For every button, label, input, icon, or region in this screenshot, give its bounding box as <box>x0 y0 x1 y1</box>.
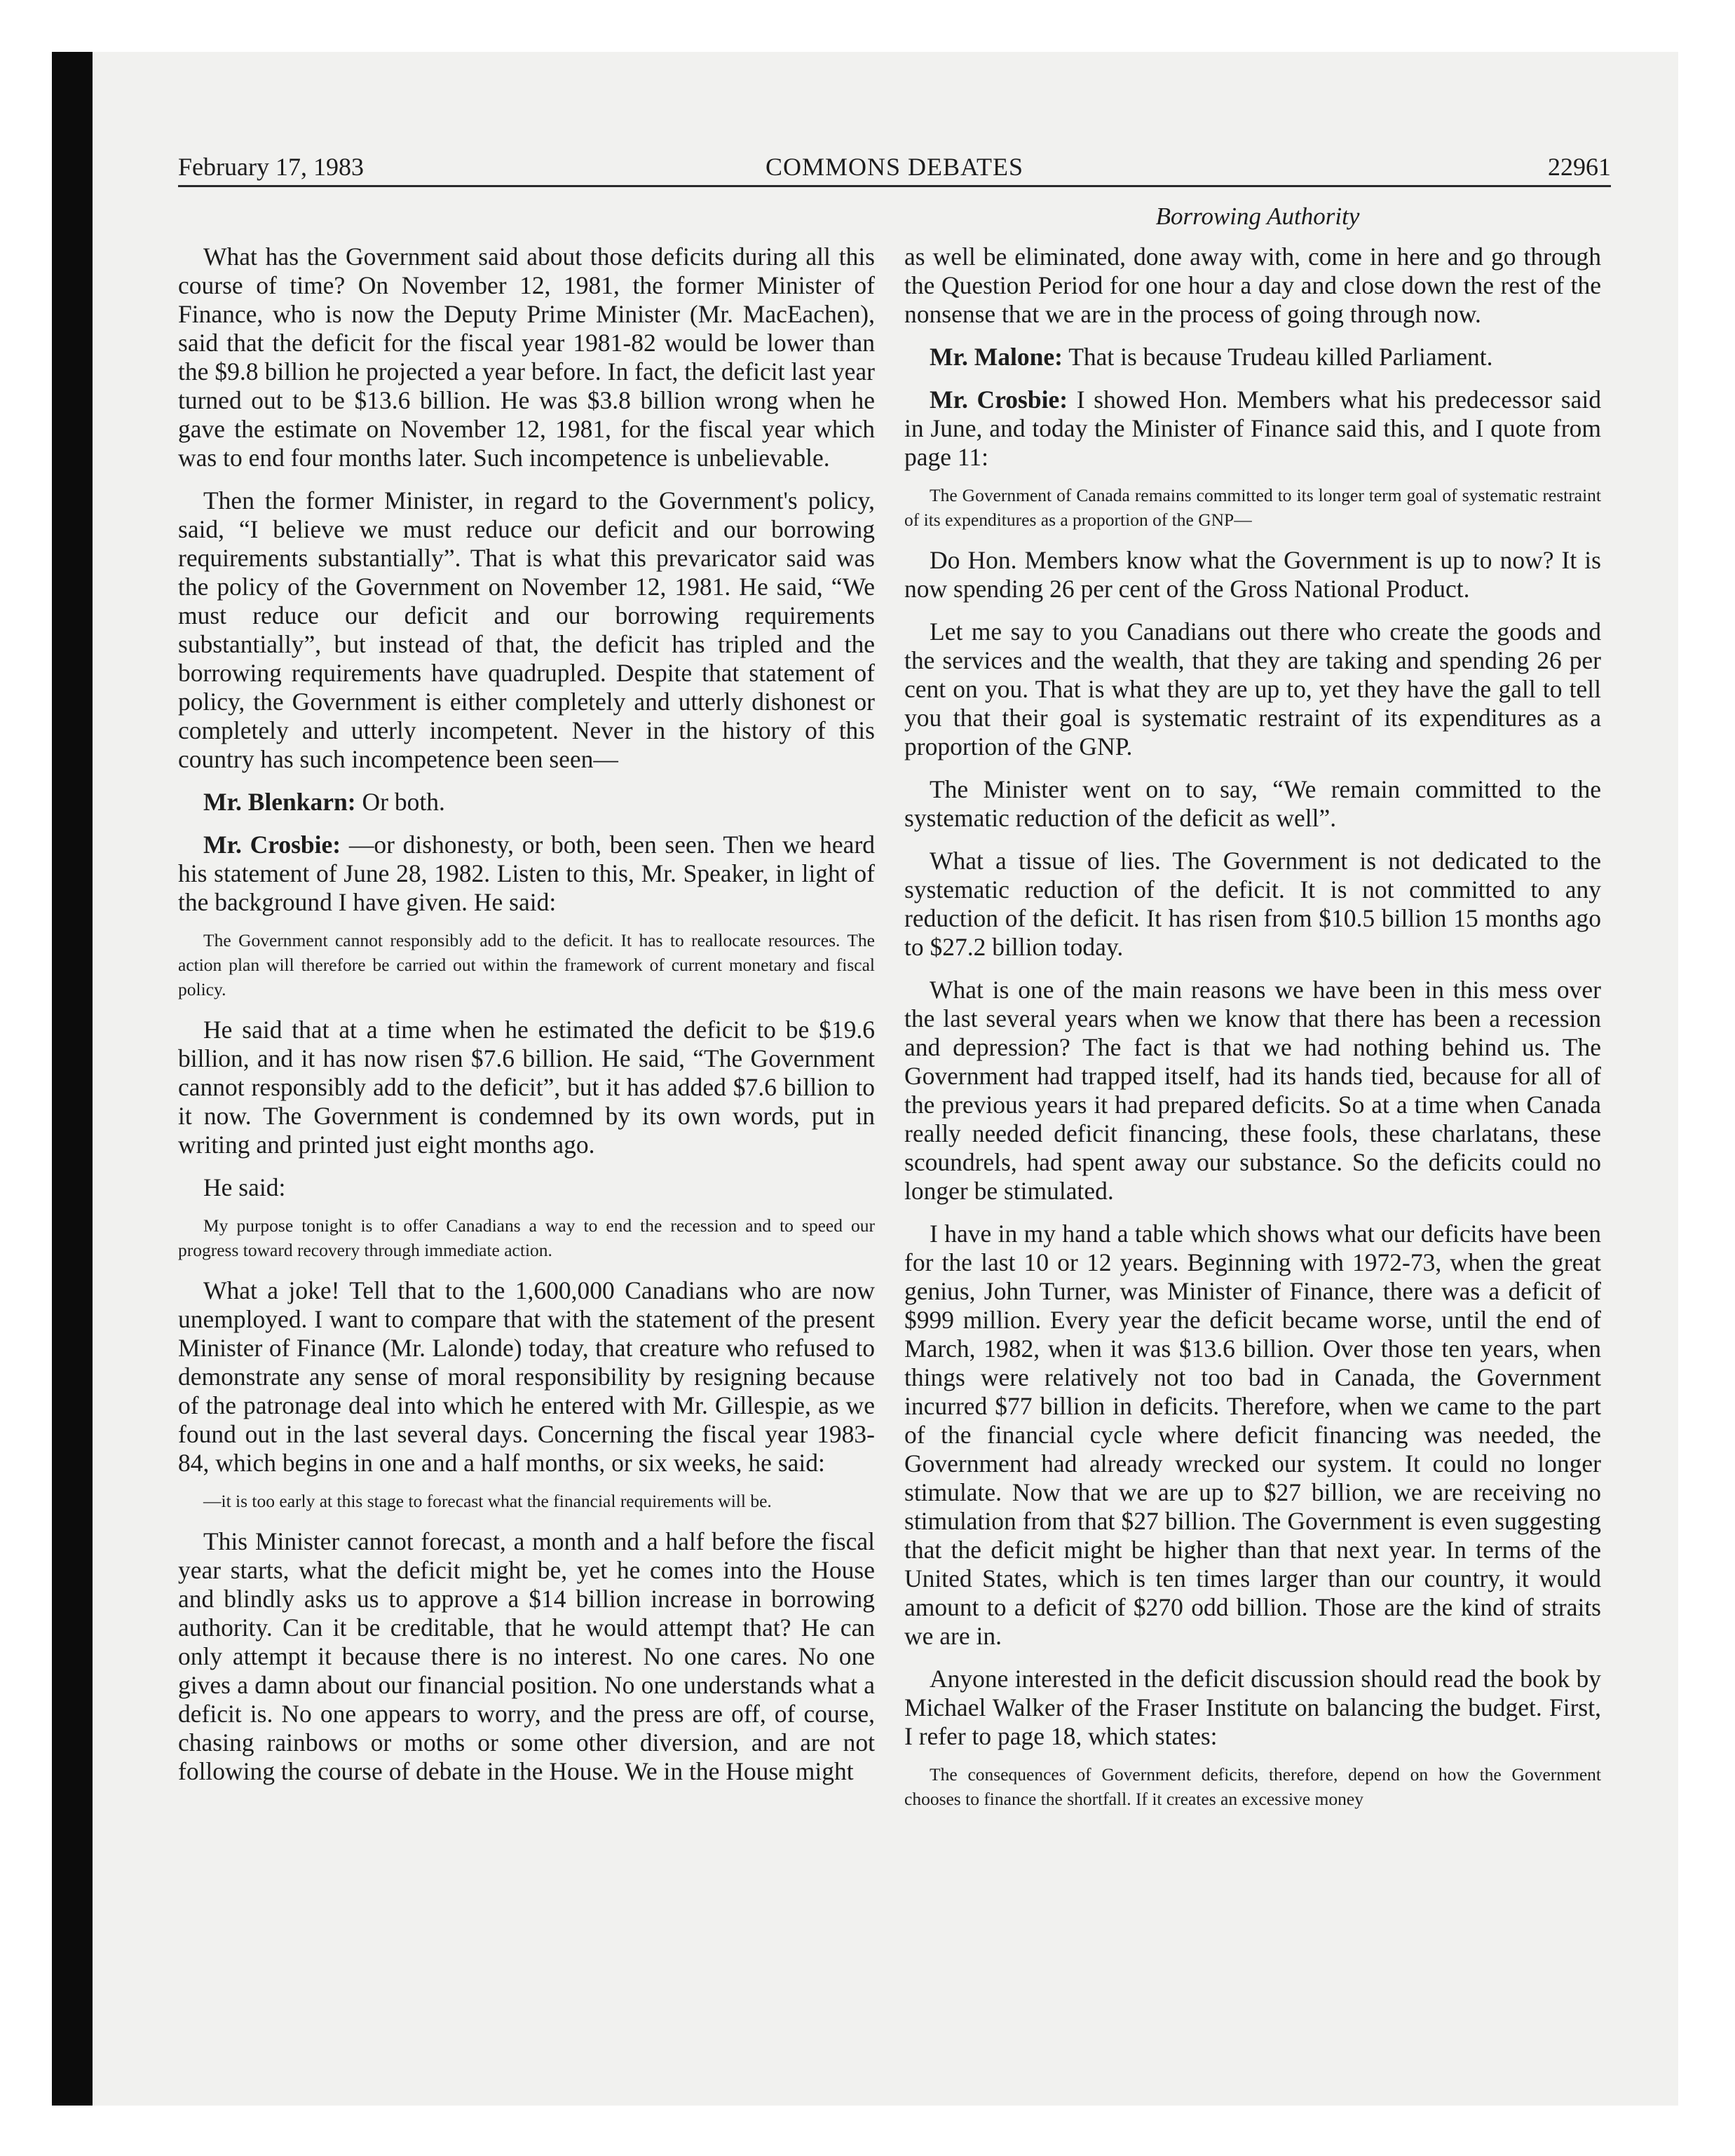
left-column <box>178 243 875 1925</box>
speech-text: That is because Trudeau killed Parliament. <box>1068 343 1493 371</box>
header-date: February 17, 1983 <box>178 153 364 181</box>
speech-blenkarn <box>178 788 875 817</box>
paragraph: What is one of the main reasons we have been in this mess over the last several years when we know that there has been a recession and depression? The fact is that we had nothing behind us. The Government had trapped itself, had its hands tied, because for all of the previous years it had prepared deficits. So at a time when Canada really needed deficit financing, these fools, these charlatans, these scoundrels, had spent away our substance. So the deficits could no longer be stimulated. <box>904 976 1601 1205</box>
paragraph: I have in my hand a table which shows what our deficits have been for the last 10 or 12 years. Beginning with 1972-73, when the great genius, John Turner, was Minister of Finance, there was a deficit of $999 million. Every year the deficit became worse, until the end of March, 1982, when it was $13.6 billion. Over those ten years, when things were relatively not too bad in Canada, the Government incurred $77 billion in deficits. Therefore, when we came to the part of the financial cycle where deficit financing was needed, the Government had already wrecked our system. It could no longer stimulate. Now that we are up to $27 billion, we are receiving no stimulation from that $27 billion. The Government is even suggesting that the deficit might be higher than that next year. In terms of the United States, which is ten times larger than our country, it would amount to a deficit of $270 odd billion. Those are the kind of straits we are in. <box>904 1220 1601 1650</box>
paragraph: Let me say to you Canadians out there who create the goods and the services and the wealth, that they are taking and spending 26 per cent on you. That is what they are up to, yet they have the gall to tell you that their goal is systematic restraint of its expenditures as a proportion of the GNP. <box>904 618 1601 760</box>
speech-crosbie <box>904 386 1601 472</box>
right-column <box>904 243 1601 1925</box>
paragraph: What has the Government said about those deficits during all this course of time? On November 12, 1981, the former Minister of Finance, who is now the Deputy Prime Minister (Mr. MacEachen), said that the deficit for the fiscal year 1981-82 would be lower than the $9.8 billion he projected a year before. In fact, the deficit last year turned out to be $13.6 billion. He was $3.8 billion wrong when he gave the estimate on November 12, 1981, for the fiscal year which was to end four months later. Such incompetence is unbelievable. <box>178 243 875 472</box>
paragraph: Anyone interested in the deficit discussion should read the book by Michael Walker of the Fraser Institute on balancing the budget. First, I refer to page 18, which states: <box>904 1665 1601 1750</box>
paragraph: The Minister went on to say, “We remain committed to the systematic reduction of the deficit as well”. <box>904 775 1601 832</box>
block-quote: The Government of Canada remains committed to its longer term goal of systematic restraint of its expenditures as a proportion of the GNP— <box>904 485 1601 530</box>
speaker-name: Mr. Malone: <box>930 343 1063 371</box>
paragraph: He said: <box>203 1173 286 1201</box>
speaker-name: Mr. Blenkarn: <box>203 788 356 816</box>
paragraph-continued: as well be eliminated, done away with, come in here and go through the Question Period for one hour a day and close down the rest of the nonsense that we are in the process of going through now. <box>904 243 1601 328</box>
paragraph: Then the former Minister, in regard to the Government's policy, said, “I believe we must reduce our deficit and our borrowing requirements substantially”. That is what this prevaricator said was the policy of the Government on November 12, 1981. He said, “We must reduce our deficit and our borrowing requirements substantially”, but instead of that, the deficit has tripled and the borrowing requirements have quadrupled. Despite that statement of policy, the Government is either completely and utterly dishonest or completely and utterly incompetent. Never in the history of this country has such incompetence been seen— <box>178 486 875 773</box>
block-quote: The Government cannot responsibly add to the deficit. It has to reallocate resources. The action plan will therefore be carried out within the framework of current monetary and fiscal policy. <box>178 930 875 999</box>
speech-crosbie <box>178 831 875 917</box>
speech-malone <box>904 343 1601 371</box>
speech-text: Or both. <box>362 788 445 816</box>
header-page-number: 22961 <box>1548 153 1611 181</box>
paragraph: What a joke! Tell that to the 1,600,000 Canadians who are now unemployed. I want to compare that with the statement of the present Minister of Finance (Mr. Lalonde) today, that creature who refused to demonstrate any sense of moral responsibility by resigning because of the patronage deal into which he entered with Mr. Gillespie, as we found out in the last several days. Concerning the fiscal year 1983-84, which begins in one and a half months, or six weeks, he said: <box>178 1276 875 1477</box>
header-title: COMMONS DEBATES <box>765 153 1024 181</box>
section-subheader: Borrowing Authority <box>1155 203 1360 230</box>
paragraph: Do Hon. Members know what the Government is up to now? It is now spending 26 per cent of the Gross National Product. <box>904 546 1601 603</box>
speech-text: I showed Hon. Members what his predecessor said in June, and today the Minister of Finance said this, and I quote from page 11: <box>904 386 1601 471</box>
speaker-name: Mr. Crosbie: <box>930 386 1068 414</box>
speaker-name: Mr. Crosbie: <box>203 831 341 859</box>
binding-edge-shadow <box>52 52 93 2106</box>
paragraph: This Minister cannot forecast, a month and a half before the fiscal year starts, what the deficit might be, yet he comes into the House and blindly asks us to approve a $14 billion increase in borrowing authority. Can it be creditable, that he would attempt that? He can only attempt it because there is no interest. No one cares. No one gives a damn about our financial position. No one understands what a deficit is. No one appears to worry, and the press are off, of course, chasing rainbows or moths or some other diversion, and are not following the course of debate in the House. We in the House might <box>178 1527 875 1785</box>
paragraph: What a tissue of lies. The Government is not dedicated to the systematic reduction of the deficit. It is not committed to any reduction of the deficit. It has risen from $10.5 billion 15 months ago to $27.2 billion today. <box>904 847 1601 961</box>
block-quote: My purpose tonight is to offer Canadians a way to end the recession and to speed our progress toward recovery through immediate action. <box>178 1215 875 1260</box>
block-quote: —it is too early at this stage to forecast what the financial requirements will be. <box>203 1491 772 1511</box>
page-header <box>178 149 1611 187</box>
block-quote: The consequences of Government deficits, therefore, depend on how the Government chooses to finance the shortfall. If it creates an excessive money <box>904 1764 1601 1809</box>
speech-text: —or dishonesty, or both, been seen. Then we heard his statement of June 28, 1982. Listen to this, Mr. Speaker, in light of the background I have given. He said: <box>178 831 875 916</box>
paragraph: He said that at a time when he estimated the deficit to be $19.6 billion, and it has now risen $7.6 billion. He said, “The Government cannot responsibly add to the deficit”, but it has added $7.6 billion to it now. The Government is condemned by its own words, put in writing and printed just eight months ago. <box>178 1016 875 1159</box>
